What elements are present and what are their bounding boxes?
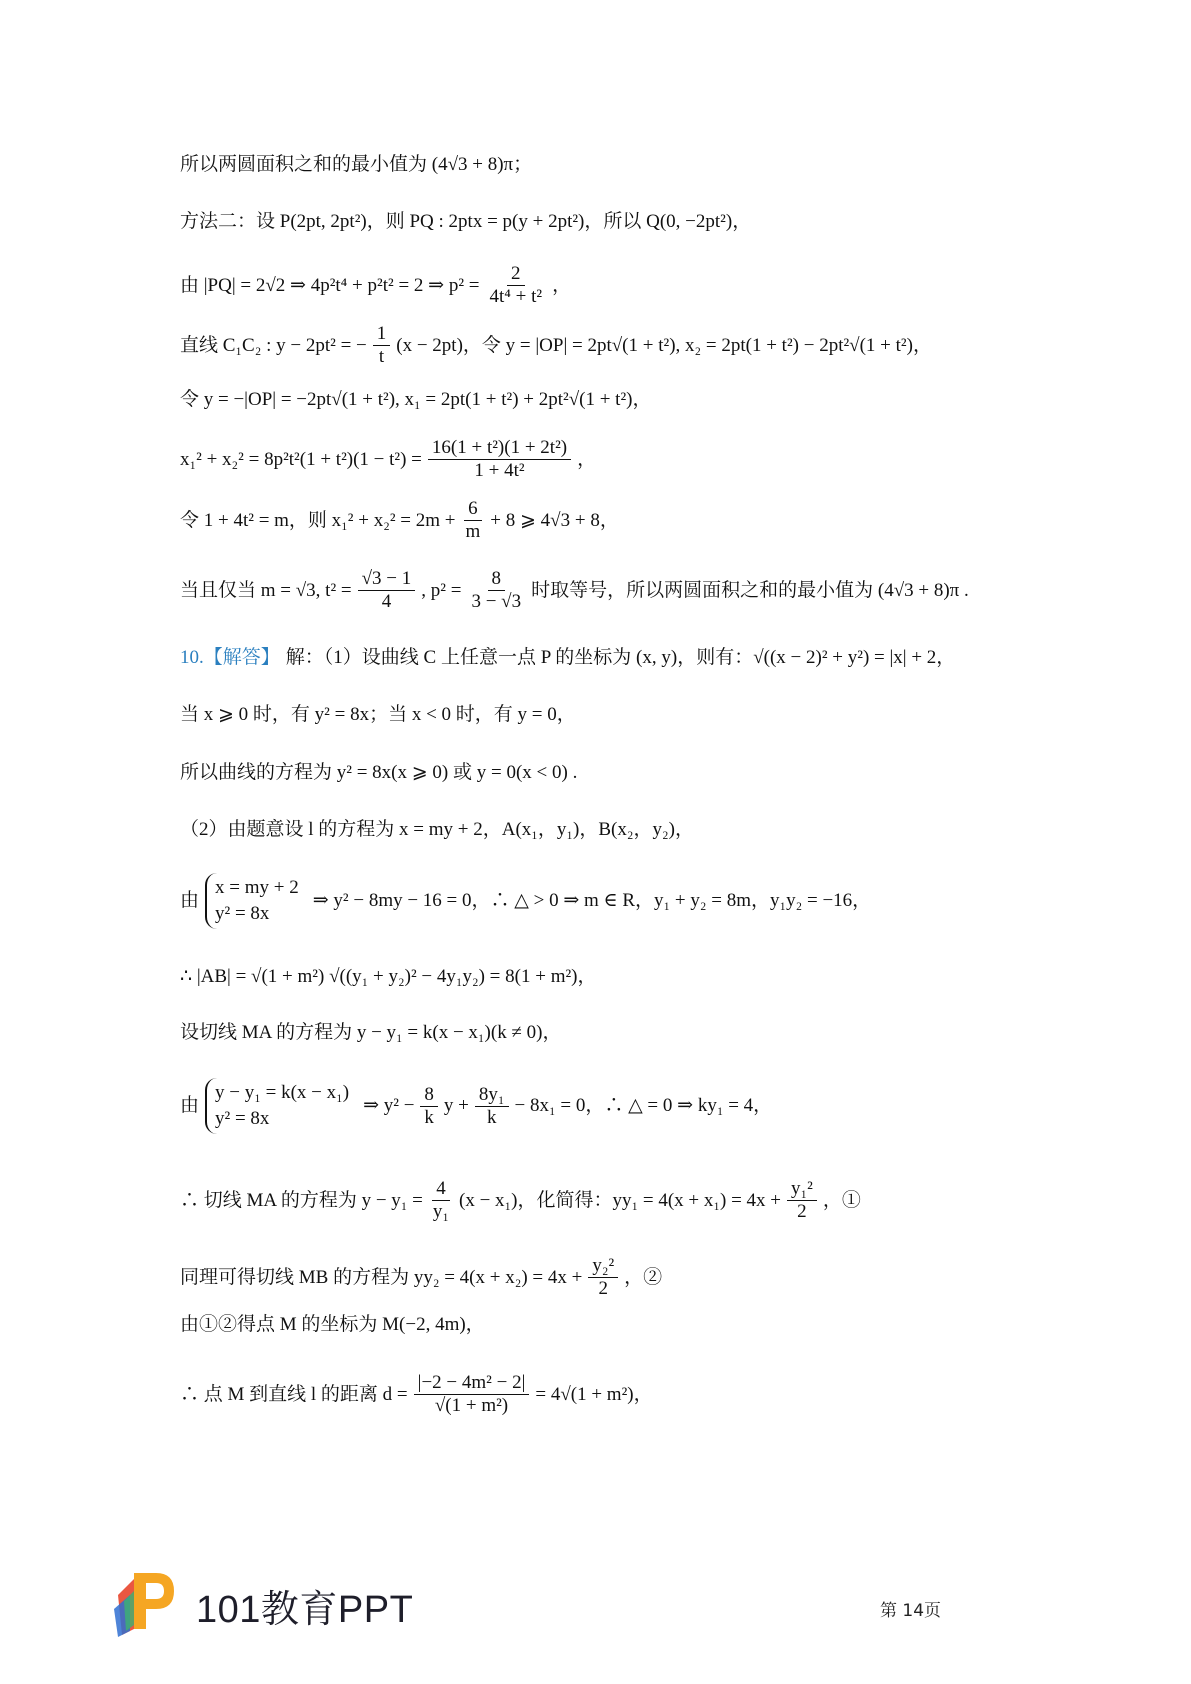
fraction-numerator: |−2 − 4m² − 2| <box>414 1372 530 1395</box>
fraction-denominator: k <box>486 1106 497 1128</box>
text-line <box>180 1310 1041 1340</box>
fraction-numerator: 16(1 + t²)(1 + 2t²) <box>428 437 571 460</box>
formula-line <box>180 568 1041 613</box>
text-line <box>180 758 1041 788</box>
line-text: 设切线 MA 的方程为 y − y₁ = k(x − x₁)(k ≠ 0)， <box>180 1022 562 1043</box>
fraction <box>429 1178 453 1223</box>
line-text: 由①②得点 M 的坐标为 M(−2, 4m)， <box>180 1314 485 1335</box>
fraction <box>358 568 416 613</box>
fraction-numerator: 8 <box>420 1084 438 1107</box>
line-text: ∴ 切线 MA 的方程为 y − y₁ = <box>180 1189 423 1211</box>
line-text: （2）由题意设 l 的方程为 x = my + 2，A(x₁，y₁)，B(x₂，y₂)， <box>180 819 694 840</box>
formula-line <box>180 1078 1041 1134</box>
line-text: 所以两圆面积之和的最小值为 (4√3 + 8)π； <box>180 154 533 175</box>
text-line <box>180 150 1041 180</box>
fraction-numerator: 1 <box>373 323 391 346</box>
fraction-denominator: 3 − √3 <box>471 591 522 612</box>
fraction-numerator: √3 − 1 <box>358 568 416 591</box>
fraction-denominator: √(1 + m²) <box>434 1395 509 1416</box>
fraction <box>373 323 391 368</box>
line-text: (x − 2pt)，令 y = |OP| = 2pt√(1 + t²), x₂ = 2pt(1 + t²) − 2pt²√(1 + t²)， <box>396 334 932 356</box>
line-text: ， <box>552 274 572 296</box>
formula-line <box>180 263 1041 308</box>
formula-line <box>180 1178 1041 1223</box>
fraction-numerator: 4 <box>432 1178 450 1201</box>
line-text: ∴ 点 M 到直线 l 的距离 d = <box>180 1383 408 1405</box>
formula-line <box>180 437 1041 482</box>
formula-line <box>180 1255 1041 1300</box>
fraction-denominator: y₁ <box>432 1201 449 1222</box>
line-text: 解：（1）设曲线 C 上任意一点 P 的坐标为 (x, y)，则有：√((x − 2)² + y²) = |x| + 2， <box>285 647 956 668</box>
page-number: 第 14页 <box>880 1601 942 1621</box>
brand-logo-icon <box>112 1565 180 1637</box>
fraction-numerator: 8 <box>488 568 506 591</box>
fraction <box>475 1084 509 1129</box>
line-text: 直线 C₁C₂ : y − 2pt² = − <box>180 334 367 356</box>
system-equation: y² = 8x <box>215 903 270 924</box>
formula-line <box>180 873 1041 929</box>
line-text: 同理可得切线 MB 的方程为 yy₂ = 4(x + x₂) = 4x + <box>180 1266 583 1288</box>
line-text: − 8x₁ = 0，∴ △ = 0 ⇒ ky₁ = 4， <box>514 1095 773 1116</box>
formula-line <box>180 498 1041 543</box>
fraction-denominator: 1 + 4t² <box>474 460 525 481</box>
text-line <box>180 700 1041 730</box>
text-line <box>180 962 1041 992</box>
line-text: 令 y = −|OP| = −2pt√(1 + t²), x₁ = 2pt(1 + t²) + 2pt²√(1 + t²)， <box>180 389 652 410</box>
line-text: ⇒ y² − 8my − 16 = 0，∴ △ > 0 ⇒ m ∈ R，y₁ + y₂ = 8m，y₁y₂ = −16， <box>312 890 872 911</box>
system-equation: x = my + 2 <box>215 877 299 898</box>
fraction <box>486 263 547 308</box>
line-text: , p² = <box>421 579 462 601</box>
text-line <box>180 1018 1041 1048</box>
line-text: x₁² + x₂² = 8p²t²(1 + t²)(1 − t²) = <box>180 448 422 470</box>
fraction-numerator: 8y₁ <box>475 1084 509 1107</box>
fraction-numerator: 2 <box>507 263 525 286</box>
line-text: (x − x₁)，化简得：yy₁ = 4(x + x₁) = 4x + <box>459 1189 782 1211</box>
brand-name: 101教育PPT <box>196 1589 414 1631</box>
line-text: 所以曲线的方程为 y² = 8x(x ⩾ 0) 或 y = 0(x < 0) . <box>180 762 578 783</box>
fraction-denominator: 2 <box>598 1278 608 1299</box>
line-text: 由 <box>180 890 200 911</box>
fraction <box>428 437 571 482</box>
line-text: 当且仅当 m = √3, t² = <box>180 579 352 601</box>
text-line <box>180 643 1041 673</box>
line-text: ， <box>577 448 597 470</box>
fraction-denominator: 4t⁴ + t² <box>489 286 543 307</box>
answer-label: 10.【解答】 <box>180 647 280 668</box>
system-equation: y² = 8x <box>215 1108 270 1129</box>
line-text: 时取等号，所以两圆面积之和的最小值为 (4√3 + 8)π . <box>531 579 969 601</box>
fraction-denominator: t <box>378 346 385 367</box>
fraction <box>467 568 525 613</box>
line-text: 由 <box>180 1095 200 1116</box>
fraction-denominator: 4 <box>381 591 392 612</box>
fraction <box>462 498 485 543</box>
equation-system <box>205 1078 357 1134</box>
text-line <box>180 385 1041 415</box>
fraction-numerator: 6 <box>464 498 482 521</box>
line-text: 令 1 + 4t² = m，则 x₁² + x₂² = 2m + <box>180 509 456 531</box>
text-line <box>180 207 1041 237</box>
formula-line <box>180 323 1041 368</box>
line-text: ⇒ y² − <box>363 1095 415 1116</box>
system-equation: y − y₁ = k(x − x₁) <box>215 1082 350 1103</box>
line-text: 当 x ⩾ 0 时，有 y² = 8x；当 x < 0 时，有 y = 0， <box>180 704 576 725</box>
fraction-numerator: y₂² <box>588 1255 618 1278</box>
line-text: + 8 ⩾ 4√3 + 8， <box>490 509 619 531</box>
line-text: ，① <box>822 1189 861 1211</box>
line-text: 由 |PQ| = 2√2 ⇒ 4p²t⁴ + p²t² = 2 ⇒ p² = <box>180 274 480 296</box>
fraction <box>588 1255 618 1300</box>
formula-line <box>180 1372 1041 1417</box>
fraction-numerator: y₁² <box>787 1178 817 1201</box>
line-text: = 4√(1 + m²)， <box>535 1383 653 1405</box>
fraction-denominator: k <box>424 1106 434 1128</box>
fraction-denominator: 2 <box>797 1201 807 1222</box>
fraction <box>420 1084 438 1129</box>
line-text: ∴ |AB| = √(1 + m²) √((y₁ + y₂)² − 4y₁y₂) = 8(1 + m²)， <box>180 966 597 987</box>
equation-system <box>205 873 307 929</box>
fraction <box>787 1178 817 1223</box>
line-text: 方法二：设 P(2pt, 2pt²)，则 PQ : 2ptx = p(y + 2pt²)，所以 Q(0, −2pt²)， <box>180 211 752 232</box>
fraction-denominator: m <box>465 521 481 542</box>
line-text: y + <box>443 1095 469 1116</box>
text-line <box>180 815 1041 845</box>
line-text: ，② <box>624 1266 663 1288</box>
fraction <box>414 1372 530 1417</box>
